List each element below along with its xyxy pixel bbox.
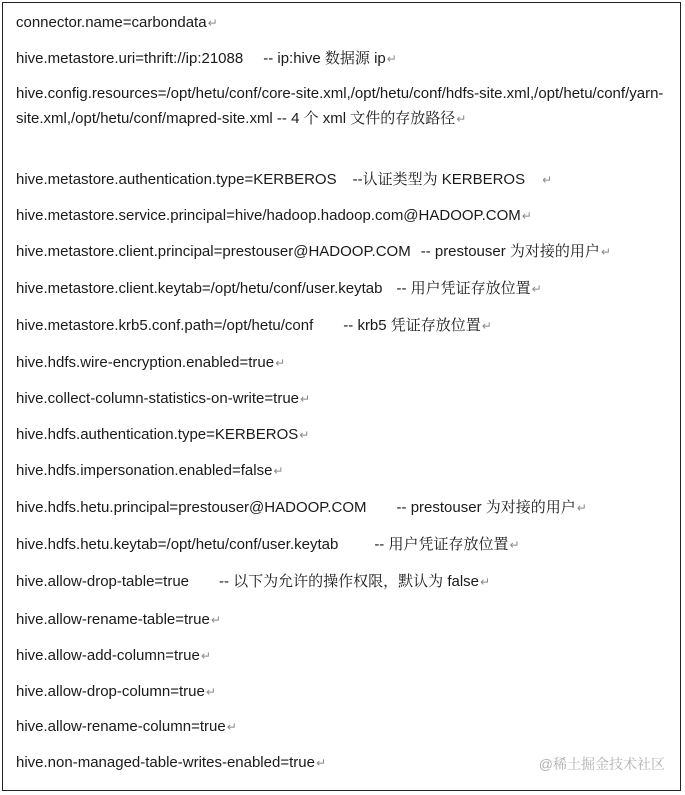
config-line: [16, 423, 309, 447]
paragraph-mark-icon: ↵: [300, 392, 311, 406]
config-key: hive.hdfs.authentication.type=KERBEROS: [16, 426, 299, 443]
config-line: [16, 314, 492, 338]
config-line: [16, 751, 326, 775]
config-key: hive.collect-column-statistics-on-write=true: [16, 390, 300, 407]
config-comment: -- prestouser 为对接的用户: [420, 243, 600, 260]
config-comment: --认证类型为 KERBEROS: [352, 171, 526, 188]
config-comment: -- ip:hive 数据源 ip: [263, 50, 386, 67]
config-key: hive.allow-drop-table=true: [16, 573, 190, 590]
watermark-text: @稀土掘金技术社区: [538, 756, 665, 772]
config-comment: -- 以下为允许的操作权限，默认为 false: [219, 573, 480, 590]
paragraph-mark-icon: ↵: [509, 538, 520, 552]
config-key: hive.metastore.krb5.conf.path=/opt/hetu/conf: [16, 317, 314, 334]
paragraph-mark-icon: ↵: [210, 613, 221, 627]
config-key: hive.metastore.client.principal=prestouser@HADOOP.COM: [16, 243, 411, 260]
config-key: hive.metastore.service.principal=hive/hadoop.hadoop.com@HADOOP.COM: [16, 207, 521, 224]
paragraph-mark-icon: ↵: [200, 649, 211, 663]
config-line: [16, 240, 611, 264]
config-key: hive.metastore.uri=thrift://ip:21088: [16, 50, 244, 67]
config-key: hive.metastore.client.keytab=/opt/hetu/conf/user.keytab: [16, 280, 383, 297]
config-comment: -- krb5 凭证存放位置: [343, 317, 481, 334]
config-key: hive.hdfs.hetu.keytab=/opt/hetu/conf/user.keytab: [16, 536, 339, 553]
config-line: [16, 680, 216, 704]
paragraph-mark-icon: ↵: [542, 173, 553, 187]
paragraph-mark-icon: ↵: [226, 720, 237, 734]
config-line: [16, 387, 310, 411]
config-line: [16, 459, 283, 483]
config-line-wrapped: [16, 81, 672, 132]
paragraph-mark-icon: ↵: [600, 245, 611, 259]
config-line: [16, 570, 490, 594]
config-key: hive.allow-rename-column=true: [16, 718, 226, 735]
paragraph-mark-icon: ↵: [315, 756, 326, 770]
config-key: connector.name=carbondata: [16, 14, 207, 31]
config-key: hive.allow-add-column=true: [16, 647, 200, 664]
config-key: hive.non-managed-table-writes-enabled=true: [16, 754, 315, 771]
config-key: hive.hdfs.impersonation.enabled=false: [16, 462, 273, 479]
config-key: hive.allow-drop-column=true: [16, 683, 205, 700]
config-line: [16, 715, 237, 739]
paragraph-mark-icon: ↵: [275, 356, 286, 370]
config-comment: -- 用户凭证存放位置: [374, 536, 509, 553]
config-document-frame: [2, 2, 681, 791]
paragraph-mark-icon: ↵: [299, 428, 310, 442]
config-line: [16, 277, 542, 301]
paragraph-mark-icon: ↵: [205, 685, 216, 699]
config-key: hive.hdfs.wire-encryption.enabled=true: [16, 354, 275, 371]
paragraph-mark-icon: ↵: [576, 501, 587, 515]
config-key: hive.allow-rename-table=true: [16, 611, 210, 628]
config-comment: -- prestouser 为对接的用户: [396, 499, 576, 516]
config-line: [16, 351, 285, 375]
config-comment: -- 用户凭证存放位置: [396, 280, 531, 297]
paragraph-mark-icon: ↵: [480, 575, 491, 589]
config-line: [16, 168, 552, 192]
config-line: [16, 47, 397, 71]
paragraph-mark-icon: ↵: [521, 209, 532, 223]
config-line: [16, 496, 587, 520]
paragraph-mark-icon: ↵: [481, 319, 492, 333]
paragraph-mark-icon: ↵: [531, 282, 542, 296]
paragraph-mark-icon: ↵: [386, 52, 397, 66]
config-key: hive.hdfs.hetu.principal=prestouser@HADOOP.COM: [16, 499, 367, 516]
config-line: [16, 608, 221, 632]
config-line: [16, 204, 532, 228]
config-line: [16, 644, 211, 668]
config-key: hive.metastore.authentication.type=KERBEROS: [16, 171, 337, 188]
paragraph-mark-icon: ↵: [456, 112, 467, 126]
paragraph-mark-icon: ↵: [273, 464, 284, 478]
config-key-with-comment: hive.config.resources=/opt/hetu/conf/core-site.xml,/opt/hetu/conf/hdfs-site.xml,/opt/hetu/conf/yarn-site.xml,/opt/hetu/conf/mapred-site.xml -- 4 个 xml 文件的存放路径: [16, 85, 664, 127]
paragraph-mark-icon: ↵: [207, 16, 218, 30]
config-line: [16, 11, 218, 35]
config-line: [16, 533, 520, 557]
